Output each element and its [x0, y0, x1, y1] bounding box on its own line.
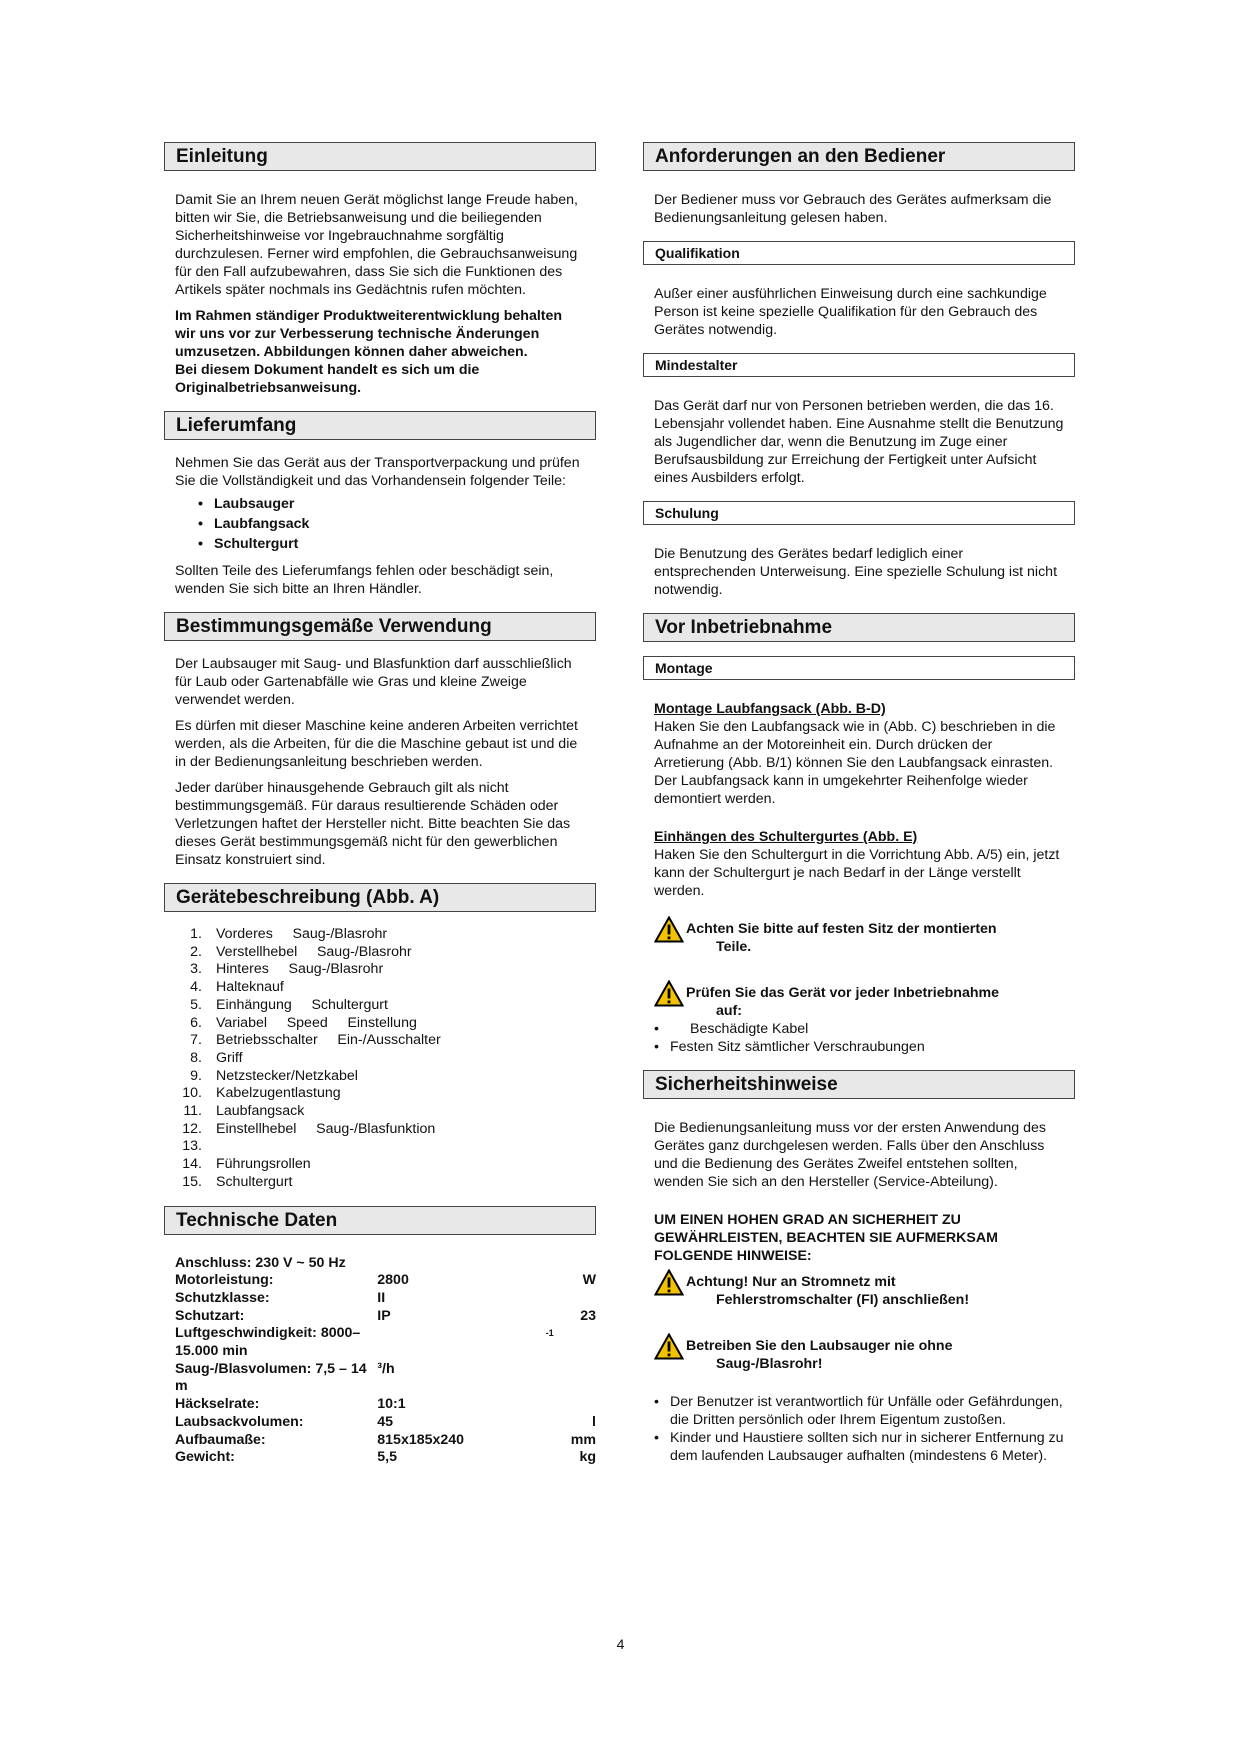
part-name: Hinteres Saug-/Blasrohr [216, 961, 384, 978]
tech-value: 815x185x240 [377, 1431, 465, 1448]
tech-value: 45 [377, 1413, 394, 1430]
tech-label: Saug-/Blasvolumen: 7,5 – 14 m [175, 1360, 367, 1395]
tech-label: Motorleistung: [175, 1272, 274, 1289]
tech-label: Schutzklasse: [175, 1289, 270, 1306]
warning-text: Achtung! Nur an Stromnetz mit [686, 1274, 896, 1290]
sicherheit-text: Die Bedienungsanleitung muss vor der ersten Anwendung des Gerätes ganz durchgelesen werden. Falls über den Anschluss und die Bedienung des Gerätes Zweifel entstehen sollten, wenden Sie sich an den Hersteller (Service-Abteilung). [654, 1120, 1046, 1190]
warning-triangle-icon [654, 916, 684, 943]
list-item [164, 1174, 596, 1192]
part-name: Griff [216, 1049, 243, 1066]
list-item: • Laubfangsack [214, 514, 596, 534]
tech-unit: 23 [580, 1307, 596, 1324]
subheader-qualifikation: Qualifikation [643, 241, 1075, 265]
safety-list [643, 1393, 1075, 1465]
list-item [164, 1103, 596, 1121]
warning-pruefen [643, 984, 1075, 1020]
section-header-sicherheit: Sicherheitshinweise [643, 1070, 1075, 1099]
table-row [175, 1414, 596, 1432]
part-name: Einhängung Schultergurt [216, 996, 388, 1013]
warning-text-cont: Teile. [716, 939, 752, 955]
subheader-schulung: Schulung [643, 501, 1075, 525]
tech-value [377, 1325, 515, 1360]
warning-text: Achten Sie bitte auf festen Sitz der montierten [686, 921, 997, 937]
tech-value: II [377, 1289, 386, 1306]
list-item [164, 1138, 596, 1156]
part-number: 6. [190, 1014, 202, 1031]
tech-unit: -1 [545, 1328, 554, 1339]
page-number: 4 [616, 1636, 625, 1652]
tech-unit: mm [570, 1431, 596, 1448]
section-header-beschreibung: Gerätebeschreibung (Abb. A) [164, 883, 596, 912]
part-name: Verstellhebel Saug-/Blasrohr [216, 943, 412, 960]
verwendung-text-3: Jeder darüber hinausgehende Gebrauch gilt als nicht bestimmungsgemäß. Für daraus resultierende Schäden oder Verletzungen haftet der Hersteller nicht. Bitte beachten Sie das dieses Gerät bestimmungsgemäß nicht für den gewerblichen Einsatz konstruiert sind. [175, 780, 571, 868]
part-name: Variabel Speed Einstellung [216, 1014, 417, 1031]
part-name: Laubfangsack [216, 1103, 305, 1120]
qualifikation-text: Außer einer ausführlichen Einweisung durch eine sachkundige Person ist keine spezielle Qualifikation für den Gebrauch des Gerätes notwendig. [654, 286, 1047, 338]
list-item [164, 997, 596, 1015]
section-header-technik: Technische Daten [164, 1206, 596, 1235]
list-item [164, 1156, 596, 1174]
part-number: 13. [182, 1138, 202, 1155]
tech-label: Häckselrate: [175, 1396, 260, 1413]
list-item [164, 1121, 596, 1139]
schultergurt-text: Haken Sie den Schultergurt in die Vorrichtung Abb. A/5) ein, jetzt kann der Schultergurt je nach Bedarf in der Länge verstellt werden. [654, 847, 1060, 899]
sicherheit-caps: UM EINEN HOHEN GRAD AN SICHERHEIT ZU GEWÄHRLEISTEN, BEACHTEN SIE AUFMERKSAM FOLGENDE HINWEISE: [654, 1212, 998, 1264]
subheader-mindestalter: Mindestalter [643, 353, 1075, 377]
part-number: 14. [182, 1156, 202, 1173]
list-item: • Laubsauger [214, 494, 596, 514]
list-item [164, 1085, 596, 1103]
tech-unit: kg [579, 1449, 596, 1466]
lieferumfang-note: Sollten Teile des Lieferumfangs fehlen oder beschädigt sein, wenden Sie sich bitte an Ihren Händler. [175, 563, 554, 597]
tech-table [175, 1255, 596, 1467]
part-number: 5. [190, 996, 202, 1013]
list-item [164, 1050, 596, 1068]
part-number: 8. [190, 1049, 202, 1066]
anforderungen-text: Der Bediener muss vor Gebrauch des Gerätes aufmerksam die Bedienungsanleitung gelesen haben. [654, 192, 1052, 226]
part-number: 1. [190, 926, 202, 942]
tech-unit [516, 1396, 596, 1414]
einleitung-notice: Im Rahmen ständiger Produktweiterentwicklung behalten wir uns vor zur Verbesserung technische Änderungen umzusetzen. Abbildungen können daher abweichen. [175, 308, 563, 360]
warning-strom [643, 1273, 1075, 1309]
part-name: Netzstecker/Netzkabel [216, 1067, 358, 1084]
part-name: Kabelzugentlastung [216, 1085, 341, 1102]
part-number: 3. [190, 961, 202, 978]
part-name: Führungsrollen [216, 1156, 311, 1173]
montage-laubfangsack-text: Haken Sie den Laubfangsack wie in (Abb. C) beschrieben in die Aufnahme an der Motoreinheit ein. Durch drücken der Arretierung (Abb. B/1) können Sie den Laubfangsack einrasten. Der Laubfangsack kann in umgekehrter Reihenfolge wieder demontiert werden. [654, 719, 1056, 807]
right-column [643, 142, 1075, 1465]
section-header-inbetriebnahme: Vor Inbetriebnahme [643, 613, 1075, 642]
montage-laubfangsack-title: Montage Laubfangsack (Abb. B-D) [654, 701, 886, 717]
warning-text-cont: Fehlerstromschalter (FI) anschließen! [716, 1292, 970, 1308]
tech-value: IP [377, 1307, 391, 1324]
part-number: 10. [182, 1085, 202, 1102]
list-item [164, 979, 596, 997]
tech-label: Aufbaumaße: [175, 1431, 266, 1448]
part-number: 9. [190, 1067, 202, 1084]
verwendung-text-2: Es dürfen mit dieser Maschine keine anderen Arbeiten verrichtet werden, als die Arbeiten, für die die Maschine gebaut ist und die in der Bedienungsanleitung beschrieben werden. [175, 718, 578, 770]
warning-text-cont: Saug-/Blasrohr! [716, 1356, 823, 1372]
tech-label: Schutzart: [175, 1307, 245, 1324]
tech-unit: W [582, 1272, 596, 1289]
tech-label: Laubsackvolumen: [175, 1413, 304, 1430]
part-name: Einstellhebel Saug-/Blasfunktion [216, 1120, 436, 1137]
list-item [164, 944, 596, 962]
list-item [164, 1068, 596, 1086]
table-row [175, 1255, 596, 1273]
part-number: 2. [190, 943, 202, 960]
warning-text: Prüfen Sie das Gerät vor jeder Inbetriebnahme [686, 985, 1000, 1001]
part-name: Schultergurt [216, 1173, 293, 1190]
part-name: Vorderes Saug-/Blasrohr [216, 926, 388, 942]
table-row [175, 1432, 596, 1450]
tech-value: ³/h [377, 1360, 395, 1377]
list-item: • Beschädigte Kabel [654, 1020, 1064, 1038]
list-item [164, 926, 596, 944]
list-item [164, 1015, 596, 1033]
warning-montage [643, 920, 1075, 956]
warning-triangle-icon [654, 1333, 684, 1360]
table-row [175, 1449, 596, 1467]
section-header-lieferumfang: Lieferumfang [164, 411, 596, 440]
part-number: 4. [190, 979, 202, 996]
table-row [175, 1272, 596, 1290]
tech-label: Luftgeschwindigkeit: 8000– 15.000 min [175, 1325, 361, 1360]
table-row [175, 1290, 596, 1308]
tech-unit [516, 1361, 596, 1396]
left-column [164, 142, 596, 1467]
warning-triangle-icon [654, 1269, 684, 1296]
tech-unit: l [592, 1413, 596, 1430]
table-row [175, 1325, 596, 1360]
warning-rohr [643, 1337, 1075, 1373]
table-row [175, 1396, 596, 1414]
part-number: 15. [182, 1173, 202, 1190]
tech-label: Gewicht: [175, 1449, 235, 1466]
part-number: 11. [183, 1103, 202, 1120]
schulung-text: Die Benutzung des Gerätes bedarf lediglich einer entsprechenden Unterweisung. Eine spezielle Schulung ist nicht notwendig. [654, 546, 1058, 598]
tech-value [377, 1255, 515, 1273]
list-item: • Festen Sitz sämtlicher Verschraubungen [654, 1038, 1064, 1056]
einleitung-text: Damit Sie an Ihrem neuen Gerät möglichst lange Freude haben, bitten wir Sie, die Betriebsanweisung und die beiliegenden Sicherheitshinweise vor Ingebrauchnahme sorgfältig durchzulesen. Ferner wird empfohlen, die Gebrauchsanweisung für den Fall aufzubewahren, dass Sie sich die Funktionen des Artikels später nochmals ins Gedächtnis rufen möchten. [175, 192, 578, 298]
list-item: • Kinder und Haustiere sollten sich nur in sicherer Entfernung zu dem laufenden Laubsauger aufhalten (mindestens 6 Meter). [654, 1429, 1064, 1465]
part-name: Halteknauf [216, 979, 284, 996]
part-name: Betriebsschalter Ein-/Ausschalter [216, 1032, 441, 1049]
part-number: 12. [182, 1120, 202, 1137]
warning-text-cont: auf: [716, 1003, 743, 1019]
lieferumfang-text: Nehmen Sie das Gerät aus der Transportverpackung und prüfen Sie die Vollständigkeit und das Vorhandensein folgender Teile: [175, 455, 580, 489]
tech-value: 5,5 [377, 1449, 398, 1466]
section-header-anforderungen: Anforderungen an den Bediener [643, 142, 1075, 171]
lieferumfang-list [164, 494, 596, 554]
tech-unit [516, 1290, 596, 1308]
parts-list [164, 926, 596, 1192]
schultergurt-title: Einhängen des Schultergurtes (Abb. E) [654, 829, 918, 845]
mindestalter-text: Das Gerät darf nur von Personen betrieben werden, die das 16. Lebensjahr vollendet haben. Eine Ausnahme stellt die Benutzung als Jugendlicher dar, wenn die Benutzung im Zuge einer Berufsausbildung zur Erreichung der Fertigkeit unter Aufsicht eines Ausbilders erfolgt. [654, 398, 1064, 486]
list-item [164, 1032, 596, 1050]
warning-text: Betreiben Sie den Laubsauger nie ohne [686, 1338, 953, 1354]
list-item [164, 961, 596, 979]
einleitung-original: Bei diesem Dokument handelt es sich um die Originalbetriebsanweisung. [175, 362, 480, 396]
tech-unit [516, 1255, 596, 1273]
part-number: 7. [190, 1032, 202, 1049]
tech-label: Anschluss: 230 V ~ 50 Hz [175, 1254, 346, 1271]
table-row [175, 1361, 596, 1396]
subheader-montage: Montage [643, 656, 1075, 680]
check-list [643, 1020, 1075, 1056]
list-item: • Schultergurt [214, 534, 596, 554]
tech-value: 2800 [377, 1272, 409, 1289]
section-header-verwendung: Bestimmungsgemäße Verwendung [164, 612, 596, 641]
list-item: • Der Benutzer ist verantwortlich für Unfälle oder Gefährdungen, die Dritten persönlich oder Ihrem Eigentum zustoßen. [654, 1393, 1064, 1429]
tech-value: 10:1 [377, 1396, 406, 1413]
warning-triangle-icon [654, 980, 684, 1007]
table-row [175, 1308, 596, 1326]
section-header-einleitung: Einleitung [164, 142, 596, 171]
verwendung-text-1: Der Laubsauger mit Saug- und Blasfunktion darf ausschließlich für Laub oder Gartenabfälle wie Gras und kleine Zweige verwendet werden. [175, 656, 572, 708]
